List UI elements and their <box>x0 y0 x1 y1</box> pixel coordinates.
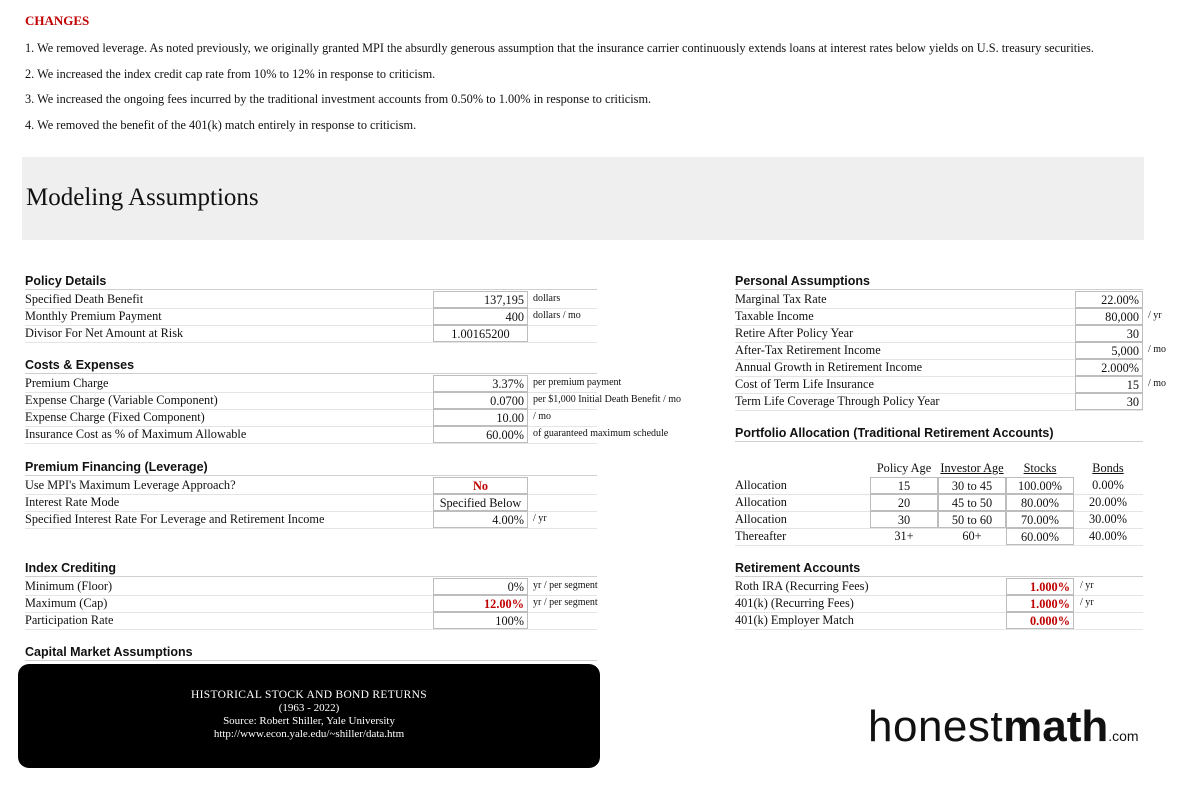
policy-age-cell: 31+ <box>894 529 914 543</box>
personal-assumptions-title: Personal Assumptions <box>735 274 1143 290</box>
row-unit: / mo <box>1148 378 1167 389</box>
row-label: Thereafter <box>735 529 787 543</box>
policy-details-title: Policy Details <box>25 274 597 290</box>
investor-age-cell: 60+ <box>962 529 982 543</box>
investor-age-cell: 45 to 50 <box>938 494 1006 511</box>
row-label: Interest Rate Mode <box>25 495 120 509</box>
retire-year-value[interactable]: 30 <box>1075 325 1143 342</box>
costs-row-expense-fixed <box>25 409 597 426</box>
row-unit: / yr <box>1080 580 1094 591</box>
index-crediting-title: Index Crediting <box>25 561 597 577</box>
row-label: Insurance Cost as % of Maximum Allowable <box>25 427 247 441</box>
insurance-cost-value[interactable]: 60.00% <box>433 426 528 443</box>
tax-rate-value[interactable]: 22.00% <box>1075 291 1143 308</box>
costs-title: Costs & Expenses <box>25 358 597 374</box>
row-label: Premium Charge <box>25 376 109 390</box>
retirement-income-value[interactable]: 5,000 <box>1075 342 1143 359</box>
divisor-value[interactable]: 1.00165200 <box>433 325 528 342</box>
retirement-row-401k-match <box>735 612 1143 629</box>
row-unit: dollars / mo <box>533 310 581 321</box>
row-label: 401(k) (Recurring Fees) <box>735 596 854 610</box>
logo-dotcom: .com <box>1108 728 1139 744</box>
premium-charge-value[interactable]: 3.37% <box>433 375 528 392</box>
row-label: Allocation <box>735 495 787 509</box>
row-label: Marginal Tax Rate <box>735 292 827 306</box>
row-label: Term Life Coverage Through Policy Year <box>735 394 940 408</box>
row-unit: per $1,000 Initial Death Benefit / mo <box>533 394 682 405</box>
row-unit: / yr <box>1148 310 1162 321</box>
cap-value[interactable]: 12.00% <box>433 595 528 612</box>
retirement-row-401k-fees <box>735 595 1143 612</box>
change-item-1: 1. We removed leverage. As noted previously, we originally granted MPI the absurdly generous assumption that the insurance carrier continuously extends loans at interest rates below yields on U.S. treasury securities. <box>25 41 1094 55</box>
honestmath-logo <box>868 702 1139 752</box>
row-unit: yr / per segment <box>533 580 598 591</box>
stocks-cell[interactable]: 60.00% <box>1006 528 1074 545</box>
term-coverage-value[interactable]: 30 <box>1075 393 1143 410</box>
logo-math: math <box>1003 702 1109 751</box>
header-bonds: Bonds <box>1092 461 1124 475</box>
logo-honest: honest <box>868 702 1004 751</box>
policy-row-divisor <box>25 325 597 342</box>
floor-value[interactable]: 0% <box>433 578 528 595</box>
row-label: Allocation <box>735 478 787 492</box>
capital-market-title: Capital Market Assumptions <box>25 645 597 661</box>
financing-row-interest-rate <box>25 511 597 528</box>
header-stocks: Stocks <box>1023 461 1057 475</box>
expense-fixed-value[interactable]: 10.00 <box>433 409 528 426</box>
historical-returns-url[interactable]: http://www.econ.yale.edu/~shiller/data.htm <box>213 728 405 740</box>
row-unit: / yr <box>1080 597 1094 608</box>
row-label: Monthly Premium Payment <box>25 309 162 323</box>
bonds-cell: 30.00% <box>1089 512 1127 526</box>
stocks-cell[interactable]: 70.00% <box>1006 511 1074 528</box>
header-investor-age: Investor Age <box>940 461 1004 475</box>
change-item-4: 4. We removed the benefit of the 401(k) match entirely in response to criticism. <box>25 118 417 132</box>
policy-age-cell[interactable]: 30 <box>870 511 938 528</box>
personal-row-retirement-income <box>735 342 1167 359</box>
retirement-accounts-title: Retirement Accounts <box>735 561 1143 577</box>
bonds-cell: 0.00% <box>1092 478 1124 492</box>
row-label: Expense Charge (Variable Component) <box>25 393 218 407</box>
row-unit: per premium payment <box>533 377 622 388</box>
row-label: Specified Interest Rate For Leverage and Retirement Income <box>25 512 325 526</box>
investor-age-cell: 30 to 45 <box>938 477 1006 494</box>
row-label: Expense Charge (Fixed Component) <box>25 410 205 424</box>
row-unit: of guaranteed maximum schedule <box>533 428 669 439</box>
row-label: Minimum (Floor) <box>25 579 113 593</box>
policy-age-cell[interactable]: 15 <box>870 477 938 494</box>
income-growth-value[interactable]: 2.000% <box>1075 359 1143 376</box>
financing-row-rate-mode <box>25 494 597 511</box>
row-label: Retire After Policy Year <box>735 326 854 340</box>
roth-fees-value[interactable]: 1.000% <box>1006 578 1074 595</box>
personal-row-term-cost <box>735 376 1167 393</box>
policy-row-death-benefit <box>25 291 597 308</box>
row-label: Specified Death Benefit <box>25 292 144 306</box>
row-unit: / yr <box>533 513 547 524</box>
row-label: Divisor For Net Amount at Risk <box>25 326 184 340</box>
monthly-premium-value[interactable]: 400 <box>433 308 528 325</box>
row-label: Annual Growth in Retirement Income <box>735 360 923 374</box>
interest-rate-value[interactable]: 4.00% <box>433 511 528 528</box>
header-policy-age: Policy Age <box>876 461 932 475</box>
changes-title: CHANGES <box>25 13 90 28</box>
bonds-cell: 40.00% <box>1089 529 1127 543</box>
401k-fees-value[interactable]: 1.000% <box>1006 595 1074 612</box>
personal-row-retire-year <box>735 325 1143 342</box>
term-cost-value[interactable]: 15 <box>1075 376 1143 393</box>
personal-row-taxable-income <box>735 308 1162 325</box>
row-label: 401(k) Employer Match <box>735 613 854 627</box>
leverage-select[interactable]: No <box>433 477 528 494</box>
index-row-participation <box>25 612 597 629</box>
row-label: Allocation <box>735 512 787 526</box>
costs-row-insurance-cost <box>25 426 669 443</box>
historical-returns-years: (1963 - 2022) <box>278 702 340 714</box>
policy-age-cell[interactable]: 20 <box>870 494 938 511</box>
personal-row-income-growth <box>735 359 1143 376</box>
retirement-row-roth-fees <box>735 578 1143 595</box>
policy-row-monthly-premium <box>25 308 597 325</box>
taxable-income-value[interactable]: 80,000 <box>1075 308 1143 325</box>
401k-match-value[interactable]: 0.000% <box>1006 612 1074 629</box>
expense-variable-value[interactable]: 0.0700 <box>433 392 528 409</box>
row-unit: dollars <box>533 293 561 304</box>
stocks-cell[interactable]: 80.00% <box>1006 494 1074 511</box>
row-label: After-Tax Retirement Income <box>735 343 881 357</box>
personal-row-term-coverage <box>735 393 1143 410</box>
investor-age-cell: 50 to 60 <box>938 511 1006 528</box>
costs-row-premium-charge <box>25 375 622 392</box>
personal-row-tax-rate <box>735 291 1143 308</box>
row-label: Taxable Income <box>735 309 814 323</box>
index-row-floor <box>25 578 597 595</box>
row-label: Use MPI's Maximum Leverage Approach? <box>25 478 236 492</box>
portfolio-allocation-title: Portfolio Allocation (Traditional Retirement Accounts) <box>735 426 1143 442</box>
costs-row-expense-variable <box>25 392 682 409</box>
historical-returns-title: HISTORICAL STOCK AND BOND RETURNS <box>191 689 427 701</box>
change-item-3: 3. We increased the ongoing fees incurred by the traditional investment accounts from 0.50% to 1.00% in response to criticism. <box>25 92 652 106</box>
row-unit: yr / per segment <box>533 597 598 608</box>
change-item-2: 2. We increased the index credit cap rate from 10% to 12% in response to criticism. <box>25 67 436 81</box>
rate-mode-select[interactable]: Specified Below <box>433 494 528 511</box>
row-label: Roth IRA (Recurring Fees) <box>735 579 869 593</box>
financing-row-leverage <box>25 477 597 494</box>
row-unit: / mo <box>1148 344 1167 355</box>
stocks-cell[interactable]: 100.00% <box>1006 477 1074 494</box>
row-label: Participation Rate <box>25 613 114 627</box>
row-label: Maximum (Cap) <box>25 596 108 610</box>
financing-title: Premium Financing (Leverage) <box>25 460 597 476</box>
bonds-cell: 20.00% <box>1089 495 1127 509</box>
index-row-cap <box>25 595 597 612</box>
historical-returns-box <box>18 664 600 768</box>
page-title: Modeling Assumptions <box>26 184 259 211</box>
historical-returns-source: Source: Robert Shiller, Yale University <box>223 715 395 727</box>
death-benefit-value[interactable]: 137,195 <box>433 291 528 308</box>
row-label: Cost of Term Life Insurance <box>735 377 874 391</box>
row-unit: / mo <box>533 411 552 422</box>
participation-value[interactable]: 100% <box>433 612 528 629</box>
